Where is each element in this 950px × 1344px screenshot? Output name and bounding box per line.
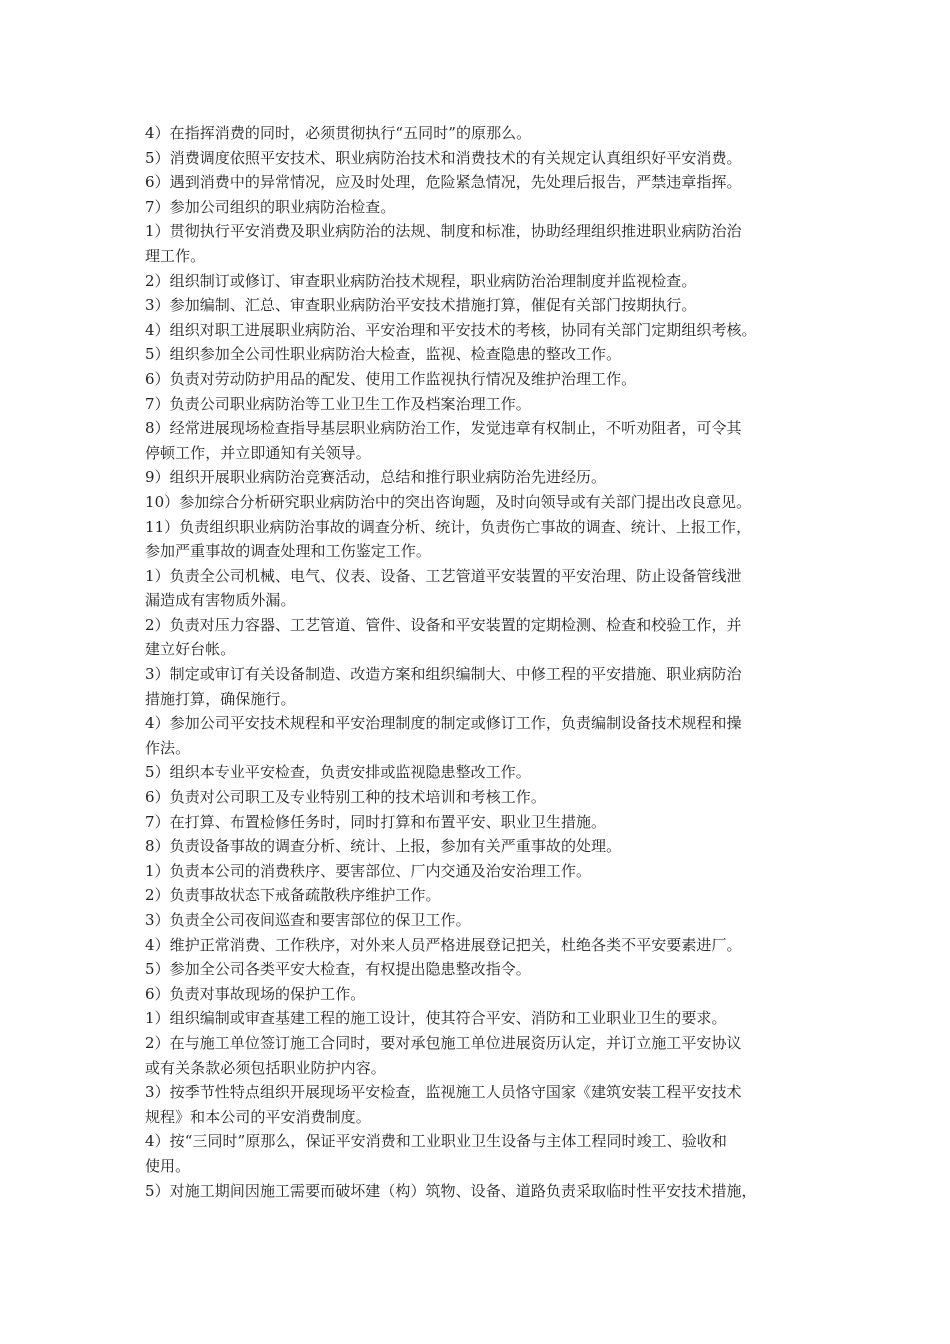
text-line: 参加严重事故的调查处理和工伤鉴定工作。 bbox=[145, 542, 431, 561]
text-line: 5）消费调度依照平安技术、职业病防治技术和消费技术的有关规定认真组织好平安消费。 bbox=[145, 148, 742, 167]
text-line: 7）参加公司组织的职业病防治检查。 bbox=[145, 197, 396, 216]
text-line: 6）遇到消费中的异常情况，应及时处理，危险紧急情况，先处理后报告，严禁违章指挥。 bbox=[145, 173, 742, 192]
text-line: 5）组织参加全公司性职业病防治大检查，监视、检查隐患的整改工作。 bbox=[145, 345, 622, 364]
text-line: 1）组织编制或审查基建工程的施工设计，使其符合平安、消防和工业职业卫生的要求。 bbox=[145, 1009, 727, 1028]
text-line: 2）组织制订或修订、审查职业病防治技术规程，职业病防治治理制度并监视检查。 bbox=[145, 271, 697, 290]
text-line: 8）负责设备事故的调查分析、统计、上报，参加有关严重事故的处理。 bbox=[145, 837, 622, 856]
text-line: 1）贯彻执行平安消费及职业病防治的法规、制度和标准，协助经理组织推进职业病防治治 bbox=[145, 222, 742, 241]
text-line: 6）负责对公司职工及专业特别工种的技术培训和考核工作。 bbox=[145, 788, 546, 807]
text-line: 2）负责对压力容器、工艺管道、管件、设备和平安装置的定期检测、检查和校验工作，并 bbox=[145, 615, 742, 634]
text-line: 4）在指挥消费的同时，必须贯彻执行“五同时”的原那么。 bbox=[145, 124, 532, 142]
text-line: 7）负责公司职业病防治等工业卫生工作及档案治理工作。 bbox=[145, 394, 531, 413]
text-line: 漏造成有害物质外漏。 bbox=[145, 591, 296, 610]
text-line: 建立好台帐。 bbox=[145, 640, 236, 659]
text-line: 9）组织开展职业病防治竞赛活动，总结和推行职业病防治先进经历。 bbox=[145, 468, 607, 487]
text-line: 3）按季节性特点组织开展现场平安检查，监视施工人员恪守国家《建筑安装工程平安技术 bbox=[145, 1083, 742, 1102]
text-line: 停顿工作，并立即通知有关领导。 bbox=[145, 443, 371, 462]
text-line: 4）维护正常消费、工作秩序，对外来人员严格进展登记把关，杜绝各类不平安要素进厂。 bbox=[145, 935, 742, 954]
text-line: 6）负责对劳动防护用品的配发、使用工作监视执行情况及维护治理工作。 bbox=[145, 369, 637, 388]
text-line: 3）参加编制、汇总、审查职业病防治平安技术措施打算，催促有关部门按期执行。 bbox=[145, 296, 697, 315]
text-line: 4）组织对职工进展职业病防治、平安治理和平安技术的考核，协同有关部门定期组织考核。 bbox=[145, 320, 757, 339]
document-body bbox=[145, 121, 815, 1203]
text-line: 4）参加公司平安技术规程和平安治理制度的制定或修订工作，负责编制设备技术规程和操 bbox=[145, 714, 742, 733]
text-line: 8）经常进展现场检查指导基层职业病防治工作，发觉违章有权制止，不听劝阻者，可令其 bbox=[145, 419, 742, 438]
text-line: 10）参加综合分析研究职业病防治中的突出咨询题，及时向领导或有关部门提出改良意见。 bbox=[145, 492, 752, 511]
text-line: 措施打算，确保施行。 bbox=[145, 689, 296, 708]
text-line: 使用。 bbox=[145, 1156, 191, 1175]
text-line: 6）负责对事故现场的保护工作。 bbox=[145, 984, 366, 1003]
text-line: 11）负责组织职业病防治事故的调查分析、统计，负责伤亡事故的调查、统计、上报工作， bbox=[145, 517, 752, 536]
text-line: 1）负责本公司的消费秩序、要害部位、厂内交通及治安治理工作。 bbox=[145, 861, 592, 880]
text-line: 5）参加全公司各类平安大检查，有权提出隐患整改指令。 bbox=[145, 960, 531, 979]
text-line: 4）按“三同时”原那么，保证平安消费和工业职业卫生设备与主体工程同时竣工、验收和 bbox=[145, 1132, 727, 1151]
text-line: 规程》和本公司的平安消费制度。 bbox=[145, 1107, 371, 1126]
text-line: 7）在打算、布置检修任务时，同时打算和布置平安、职业卫生措施。 bbox=[145, 812, 607, 831]
text-line: 5）组织本专业平安检查，负责安排或监视隐患整改工作。 bbox=[145, 763, 531, 782]
text-line: 2）负责事故状态下戒备疏散秩序维护工作。 bbox=[145, 886, 441, 905]
text-line: 理工作。 bbox=[145, 246, 206, 265]
text-line: 1）负责全公司机械、电气、仪表、设备、工艺管道平安装置的平安治理、防止设备管线泄 bbox=[145, 566, 742, 585]
text-line: 3）负责全公司夜间巡查和要害部位的保卫工作。 bbox=[145, 911, 471, 929]
text-line: 3）制定或审订有关设备制造、改造方案和组织编制大、中修工程的平安措施、职业病防治 bbox=[145, 665, 742, 684]
text-line: 或有关条款必须包括职业防护内容。 bbox=[145, 1058, 386, 1077]
text-line: 5）对施工期间因施工需要而破坏建（构）筑物、设备、道路负责采取临时性平安技术措施， bbox=[145, 1181, 757, 1200]
text-line: 作法。 bbox=[145, 738, 191, 757]
text-line: 2）在与施工单位签订施工合同时，要对承包施工单位进展资历认定，并订立施工平安协议 bbox=[145, 1033, 742, 1052]
